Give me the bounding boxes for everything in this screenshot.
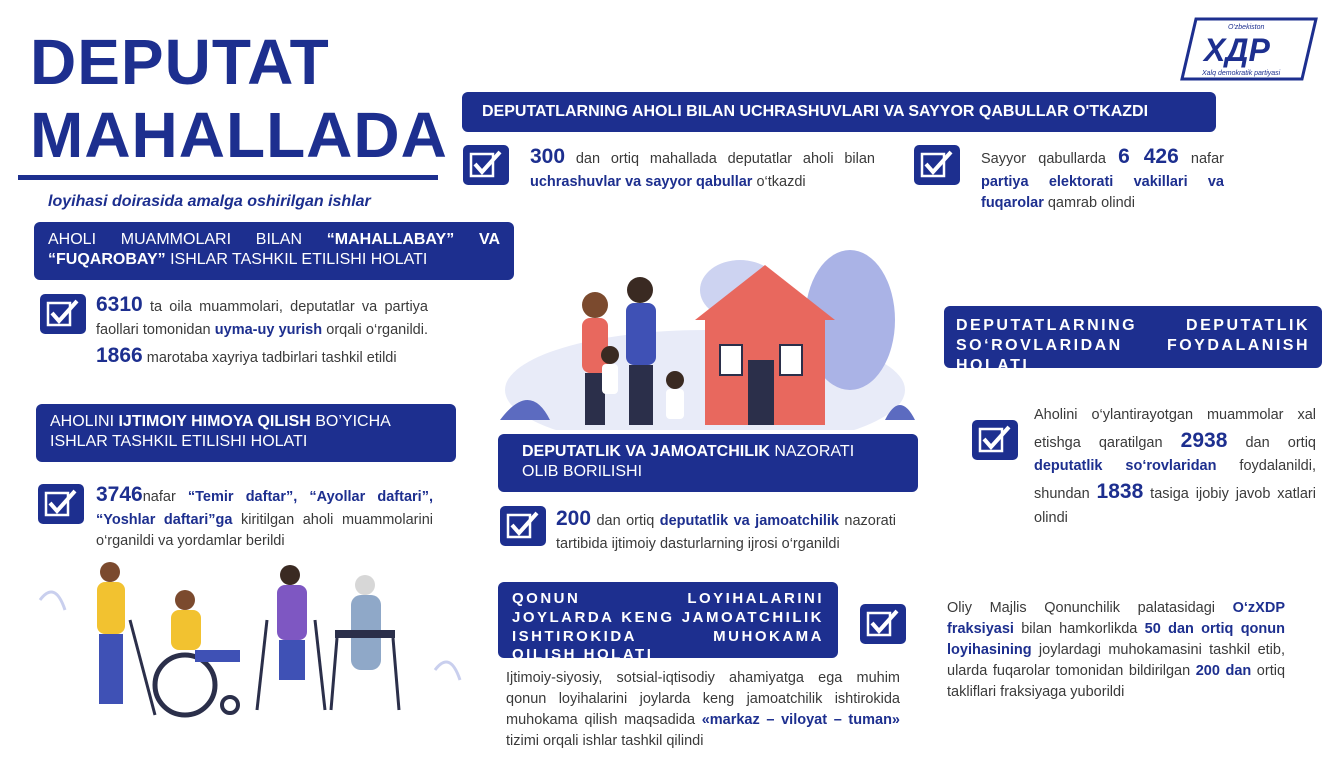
meetings-item-1: 300 dan ortiq mahallada deputatlar aholi bilan uchrashuvlar va sayyor qabullar o‘tkazdi: [530, 145, 875, 191]
page-title-line2: MAHALLADA: [30, 99, 448, 171]
logo-main-text: XДP: [1204, 32, 1270, 68]
social-protection-text: 3746nafar “Temir daftar”, “Ayollar daftari”, “Yoshlar daftari”ga kiritilgan aholi muammolarini o‘rganildi va yordamlar berildi: [96, 483, 433, 550]
meetings-banner: DEPUTATLARNING AHOLI BILAN UCHRASHUVLARI VA SAYYOR QABULLAR O'TKAZDI: [462, 92, 1216, 132]
party-logo: [1180, 17, 1318, 81]
logo-top-text: O'zbekiston: [1228, 24, 1265, 31]
inquiries-text: Aholini o‘ylantirayotgan muammolar xal etishga qaratilgan 2938 dan ortiq deputatlik so‘rovlaridan foydalanildi, shundan 1838 tasiga ijobiy javob xatlari olindi: [1034, 407, 1316, 526]
check-icon: [40, 294, 86, 334]
control-banner: DEPUTATLIK VA JAMOATCHILIK NAZORATI OLIB BORILISHI: [498, 434, 918, 492]
control-text: 200 dan ortiq deputatlik va jamoatchilik nazorati tartibida ijtimoiy dasturlarning ijrosi o‘rganildi: [556, 507, 896, 553]
check-icon: [914, 145, 960, 185]
page-subtitle: loyihasi doirasida amalga oshirilgan ishlar: [48, 193, 371, 210]
page-title-line1: DEPUTAT: [30, 26, 330, 98]
title-divider: [18, 175, 438, 180]
disabled-people-illustration: [35, 560, 465, 720]
family-house-illustration: [490, 250, 920, 430]
check-icon: [500, 506, 546, 546]
check-icon: [860, 604, 906, 644]
laws-right-text: Oliy Majlis Qonunchilik palatasidagi O‘zXDP fraksiyasi bilan hamkorlikda 50 dan ortiq qonun loyihasining joylardagi muhokamasini tashkil etib, ularda fuqarolar tomonidan bildirilgan 200 dan ortiq takliflari fraksiyaga yuborildi: [947, 600, 1286, 701]
inquiries-banner: DEPUTATLARNING DEPUTATLIK SO‘ROVLARIDAN FOYDALANISH HOLATI: [944, 306, 1322, 368]
meetings-item-2: Sayyor qabullarda 6 426 nafar partiya elektorati vakillari va fuqarolar qamrab olindi: [981, 145, 1224, 212]
mahallabay-text: 6310 ta oila muammolari, deputatlar va partiya faollari tomonidan uyma-uy yurish orqali o‘rganildi. 1866 marotaba xayriya tadbirlari tashkil etildi: [96, 293, 428, 368]
laws-text: Ijtimoiy-siyosiy, sotsial-iqtisodiy ahamiyatga ega muhim qonun loyihalarini joylarda keng jamoatchilik ishtirokida muhokama qilish maqsadida «markaz – viloyat – tuman» tizimi orqali ishlar tashkil qilindi: [506, 670, 900, 750]
social-protection-banner: AHOLINI IJTIMOIY HIMOYA QILISH BO’YICHA ISHLAR TASHKIL ETILISHI HOLATI: [36, 404, 456, 462]
laws-banner: QONUN LOYIHALARINI JOYLARDA KENG JAMOATCHILIK ISHTIROKIDA MUHOKAMA QILISH HOLATI: [498, 582, 838, 658]
logo-bottom-text: Xalq demokratik partiyasi: [1202, 70, 1281, 77]
check-icon: [38, 484, 84, 524]
mahallabay-banner: AHOLI MUAMMOLARI BILAN “MAHALLABAY” VA “FUQAROBAY” ISHLAR TASHKIL ETILISHI HOLATI: [34, 222, 514, 280]
check-icon: [972, 420, 1018, 460]
check-icon: [463, 145, 509, 185]
